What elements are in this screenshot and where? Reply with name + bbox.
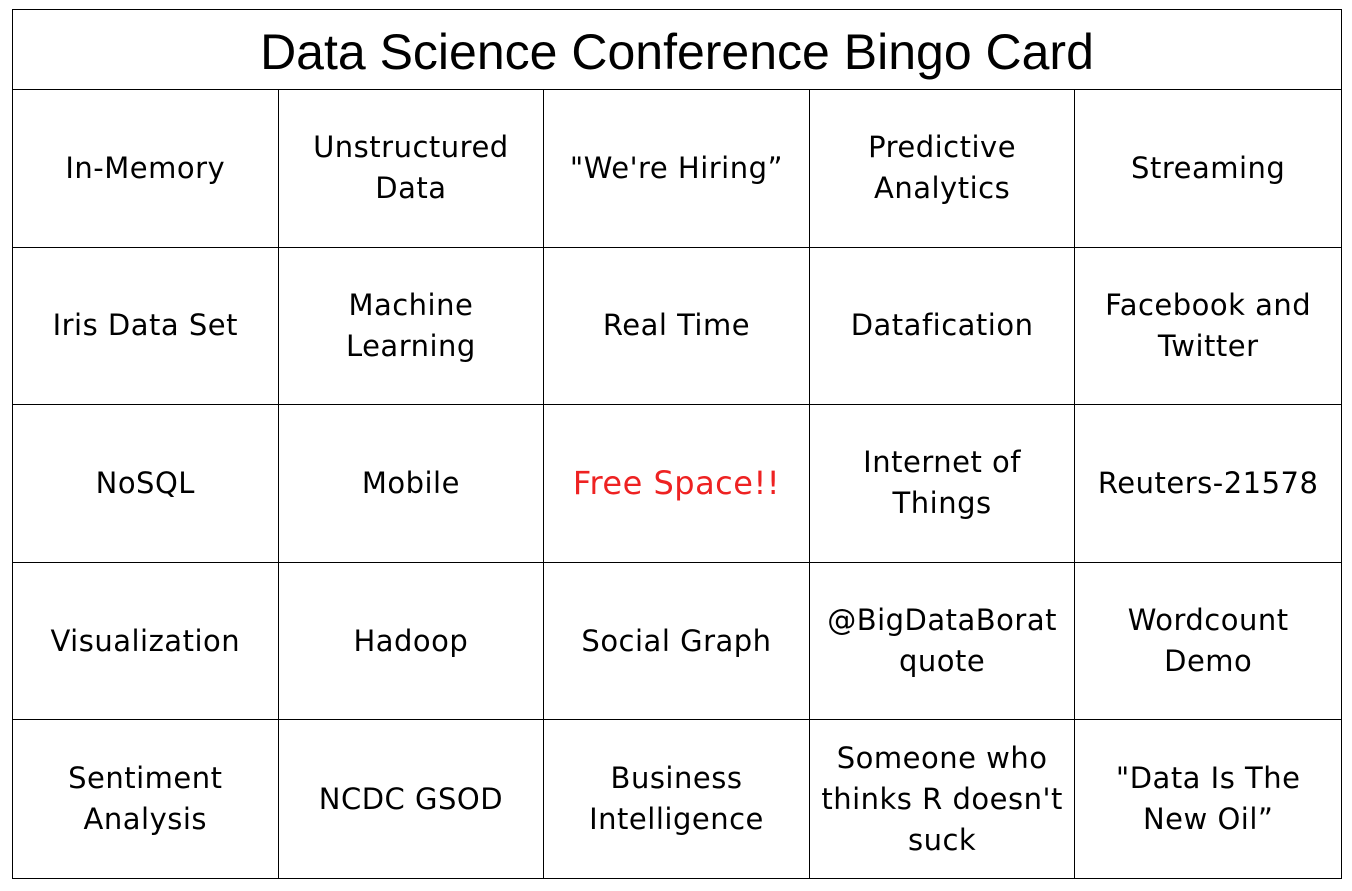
- cell-label: Business Intelligence: [589, 761, 764, 837]
- bingo-cell: [544, 90, 810, 248]
- bingo-cell: [1075, 720, 1341, 878]
- bingo-cell: [810, 720, 1076, 878]
- cell-label: Hadoop: [353, 623, 469, 658]
- bingo-cell: [810, 90, 1076, 248]
- cell-label: "Data Is The New Oil”: [1115, 761, 1301, 837]
- cell-label: NoSQL: [95, 465, 195, 500]
- bingo-cell: [544, 248, 810, 406]
- cell-label: Facebook and Twitter: [1105, 287, 1312, 363]
- bingo-cell: [1075, 563, 1341, 721]
- bingo-cell: [13, 720, 279, 878]
- cell-label: Predictive Analytics: [868, 130, 1017, 206]
- cell-label: Visualization: [50, 623, 241, 658]
- cell-label: Iris Data Set: [52, 308, 239, 343]
- bingo-cell: [13, 248, 279, 406]
- bingo-card: [12, 9, 1342, 879]
- bingo-cell: [13, 405, 279, 563]
- cell-label: Streaming: [1131, 150, 1286, 185]
- free-space-cell: [544, 405, 810, 563]
- cell-label: Someone who thinks R doesn't suck: [821, 740, 1063, 857]
- bingo-cell: [810, 405, 1076, 563]
- cell-label: Reuters-21578: [1097, 465, 1319, 500]
- cell-label: Internet of Things: [863, 445, 1021, 521]
- bingo-cell: [279, 405, 545, 563]
- card-title: Data Science Conference Bingo Card: [260, 23, 1094, 80]
- cell-label: In-Memory: [65, 150, 226, 185]
- bingo-cell: [544, 720, 810, 878]
- cell-label: Real Time: [602, 308, 751, 343]
- bingo-cell: [279, 90, 545, 248]
- free-space-label: Free Space!!: [572, 463, 781, 502]
- bingo-cell: [1075, 405, 1341, 563]
- cell-label: Wordcount Demo: [1127, 603, 1289, 679]
- cell-label: Unstructured Data: [313, 130, 509, 206]
- bingo-cell: [1075, 90, 1341, 248]
- title-row: [13, 10, 1341, 90]
- bingo-cell: [279, 563, 545, 721]
- cell-label: @BigDataBorat quote: [827, 603, 1057, 679]
- bingo-cell: [13, 90, 279, 248]
- cell-label: Social Graph: [581, 623, 772, 658]
- cell-label: Sentiment Analysis: [68, 761, 223, 837]
- bingo-cell: [810, 563, 1076, 721]
- cell-label: Datafication: [850, 308, 1034, 343]
- cell-label: Machine Learning: [345, 287, 476, 363]
- bingo-cell: [544, 563, 810, 721]
- bingo-cell: [279, 248, 545, 406]
- bingo-cell: [1075, 248, 1341, 406]
- bingo-cell: [13, 563, 279, 721]
- cell-label: Mobile: [361, 465, 460, 500]
- bingo-cell: [279, 720, 545, 878]
- bingo-grid: [13, 90, 1341, 878]
- bingo-cell: [810, 248, 1076, 406]
- cell-label: "We're Hiring”: [569, 150, 784, 185]
- cell-label: NCDC GSOD: [318, 781, 504, 816]
